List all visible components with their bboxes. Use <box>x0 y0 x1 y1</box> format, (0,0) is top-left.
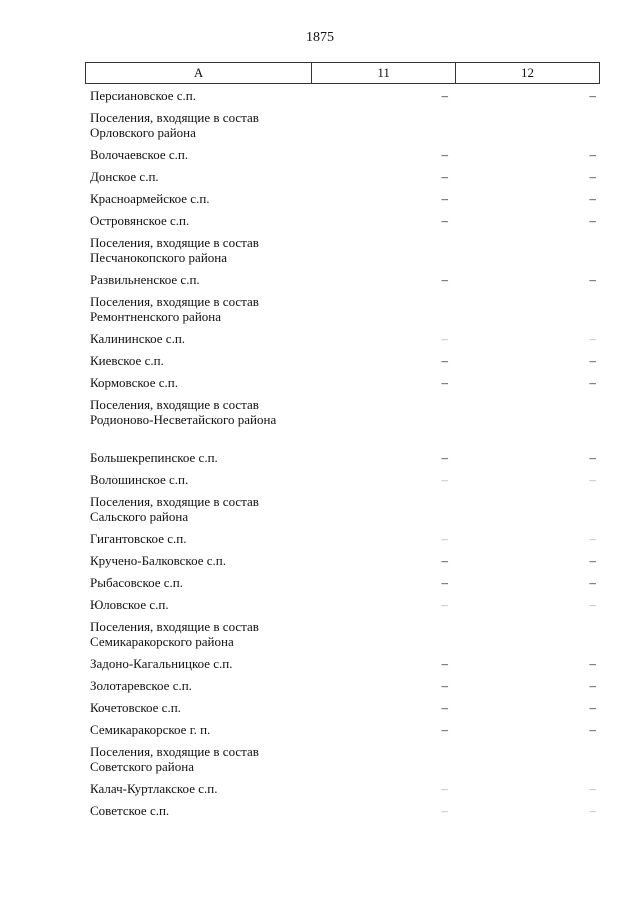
cell-12 <box>456 553 600 575</box>
settlement-name: Персиановское с.п. <box>90 88 197 103</box>
dash-value: – <box>441 575 448 590</box>
table-row <box>85 191 600 213</box>
settlement-name: Поселения, входящие в состав Орловского района <box>90 110 259 140</box>
table-row <box>85 397 600 450</box>
cell-11 <box>312 375 456 397</box>
settlement-name: Поселения, входящие в состав Ремонтненского района <box>90 294 259 324</box>
dash-value: – <box>589 700 596 715</box>
cell-12 <box>456 272 600 294</box>
cell-12 <box>456 619 600 656</box>
cell-11 <box>312 147 456 169</box>
cell-11 <box>312 331 456 353</box>
dash-value: – <box>441 213 448 228</box>
dash-value: – <box>441 656 448 671</box>
column-header-a: А <box>86 63 312 84</box>
settlement-name: Советское с.п. <box>90 803 170 818</box>
cell-12 <box>456 656 600 678</box>
dash-value: – <box>589 375 596 390</box>
dash-value: – <box>589 147 596 162</box>
settlement-name: Калач-Куртлакское с.п. <box>90 781 218 796</box>
table-row <box>85 110 600 147</box>
cell-11 <box>312 397 456 450</box>
dash-value: – <box>589 678 596 693</box>
dash-value: – <box>441 169 448 184</box>
cell-11 <box>312 781 456 803</box>
cell-11 <box>312 272 456 294</box>
dash-value: – <box>441 597 448 612</box>
settlement-name: Красноармейское с.п. <box>90 191 210 206</box>
settlement-name: Островянское с.п. <box>90 213 190 228</box>
settlement-name: Поселения, входящие в состав Советского района <box>90 744 259 774</box>
settlement-name: Гигантовское с.п. <box>90 531 187 546</box>
settlement-name: Волочаевское с.п. <box>90 147 189 162</box>
cell-12 <box>456 531 600 553</box>
table-row <box>85 575 600 597</box>
cell-12 <box>456 744 600 781</box>
cell-12 <box>456 700 600 722</box>
dash-value: – <box>441 678 448 693</box>
cell-11 <box>312 294 456 331</box>
cell-12 <box>456 110 600 147</box>
table-row <box>85 553 600 575</box>
table-row <box>85 700 600 722</box>
table-header <box>85 62 600 84</box>
settlement-name: Рыбасовское с.п. <box>90 575 184 590</box>
cell-11 <box>312 353 456 375</box>
table-row <box>85 272 600 294</box>
cell-11 <box>312 619 456 656</box>
settlement-name: Юловское с.п. <box>90 597 169 612</box>
dash-value: – <box>589 213 596 228</box>
dash-value: – <box>441 331 448 346</box>
cell-11 <box>312 597 456 619</box>
table-row <box>85 88 600 110</box>
cell-11 <box>312 213 456 235</box>
table-row <box>85 744 600 781</box>
table-row <box>85 235 600 272</box>
table-row <box>85 494 600 531</box>
cell-12 <box>456 331 600 353</box>
dash-value: – <box>589 656 596 671</box>
dash-value: – <box>589 722 596 737</box>
settlement-name: Поселения, входящие в состав Родионово-Несветайского района <box>90 397 277 427</box>
cell-12 <box>456 169 600 191</box>
table-row <box>85 147 600 169</box>
dash-value: – <box>441 450 448 465</box>
dash-value: – <box>441 553 448 568</box>
dash-value: – <box>441 375 448 390</box>
settlement-name: Кормовское с.п. <box>90 375 178 390</box>
dash-value: – <box>589 450 596 465</box>
cell-12 <box>456 803 600 825</box>
dash-value: – <box>589 472 596 487</box>
settlement-name: Задоно-Кагальницкое с.п. <box>90 656 233 671</box>
settlement-name: Золотаревское с.п. <box>90 678 192 693</box>
cell-11 <box>312 191 456 213</box>
dash-value: – <box>589 88 596 103</box>
cell-11 <box>312 678 456 700</box>
cell-11 <box>312 700 456 722</box>
settlement-name: Поселения, входящие в состав Песчанокопского района <box>90 235 259 265</box>
settlement-name: Кочетовское с.п. <box>90 700 181 715</box>
cell-11 <box>312 450 456 472</box>
cell-11 <box>312 744 456 781</box>
dash-value: – <box>441 88 448 103</box>
settlement-name: Волошинское с.п. <box>90 472 189 487</box>
table-row <box>85 331 600 353</box>
cell-12 <box>456 678 600 700</box>
dash-value: – <box>589 597 596 612</box>
dash-value: – <box>441 803 448 818</box>
cell-12 <box>456 375 600 397</box>
cell-12 <box>456 450 600 472</box>
dash-value: – <box>441 353 448 368</box>
table-row <box>85 213 600 235</box>
cell-11 <box>312 169 456 191</box>
cell-12 <box>456 722 600 744</box>
cell-12 <box>456 213 600 235</box>
cell-12 <box>456 397 600 450</box>
cell-11 <box>312 803 456 825</box>
settlement-name: Калининское с.п. <box>90 331 186 346</box>
dash-value: – <box>441 531 448 546</box>
cell-11 <box>312 110 456 147</box>
cell-11 <box>312 656 456 678</box>
table-row <box>85 353 600 375</box>
settlement-name: Поселения, входящие в состав Сальского района <box>90 494 259 524</box>
dash-value: – <box>441 191 448 206</box>
dash-value: – <box>441 700 448 715</box>
dash-value: – <box>441 781 448 796</box>
cell-12 <box>456 575 600 597</box>
cell-11 <box>312 235 456 272</box>
dash-value: – <box>441 722 448 737</box>
dash-value: – <box>441 147 448 162</box>
cell-11 <box>312 553 456 575</box>
settlement-name: Донское с.п. <box>90 169 159 184</box>
table-row <box>85 169 600 191</box>
table-row <box>85 375 600 397</box>
table-row <box>85 678 600 700</box>
table-row <box>85 472 600 494</box>
cell-12 <box>456 235 600 272</box>
cell-12 <box>456 781 600 803</box>
dash-value: – <box>589 803 596 818</box>
cell-11 <box>312 722 456 744</box>
cell-12 <box>456 472 600 494</box>
cell-11 <box>312 575 456 597</box>
settlement-name: Развильненское с.п. <box>90 272 200 287</box>
table-row <box>85 803 600 825</box>
dash-value: – <box>589 575 596 590</box>
table-row <box>85 722 600 744</box>
cell-12 <box>456 88 600 110</box>
dash-value: – <box>441 272 448 287</box>
table-row <box>85 781 600 803</box>
dash-value: – <box>589 272 596 287</box>
settlement-name: Семикаракорское г. п. <box>90 722 211 737</box>
cell-12 <box>456 294 600 331</box>
cell-11 <box>312 472 456 494</box>
cell-11 <box>312 494 456 531</box>
settlement-name: Большекрепинское с.п. <box>90 450 218 465</box>
column-header-11: 11 <box>312 63 456 84</box>
table-row <box>85 294 600 331</box>
cell-11 <box>312 88 456 110</box>
cell-11 <box>312 531 456 553</box>
settlement-name: Киевское с.п. <box>90 353 164 368</box>
table-row <box>85 597 600 619</box>
dash-value: – <box>589 191 596 206</box>
dash-value: – <box>589 353 596 368</box>
dash-value: – <box>589 331 596 346</box>
column-header-12: 12 <box>456 63 600 84</box>
table-row <box>85 450 600 472</box>
page-number: 1875 <box>306 30 334 45</box>
settlement-name: Поселения, входящие в состав Семикаракорского района <box>90 619 259 649</box>
dash-value: – <box>589 169 596 184</box>
table-body <box>85 88 600 825</box>
dash-value: – <box>589 781 596 796</box>
cell-12 <box>456 147 600 169</box>
table-row <box>85 531 600 553</box>
cell-12 <box>456 353 600 375</box>
dash-value: – <box>589 553 596 568</box>
table-row <box>85 619 600 656</box>
settlement-name: Кручено-Балковское с.п. <box>90 553 226 568</box>
dash-value: – <box>441 472 448 487</box>
cell-12 <box>456 494 600 531</box>
table-row <box>85 656 600 678</box>
cell-12 <box>456 597 600 619</box>
dash-value: – <box>589 531 596 546</box>
cell-12 <box>456 191 600 213</box>
